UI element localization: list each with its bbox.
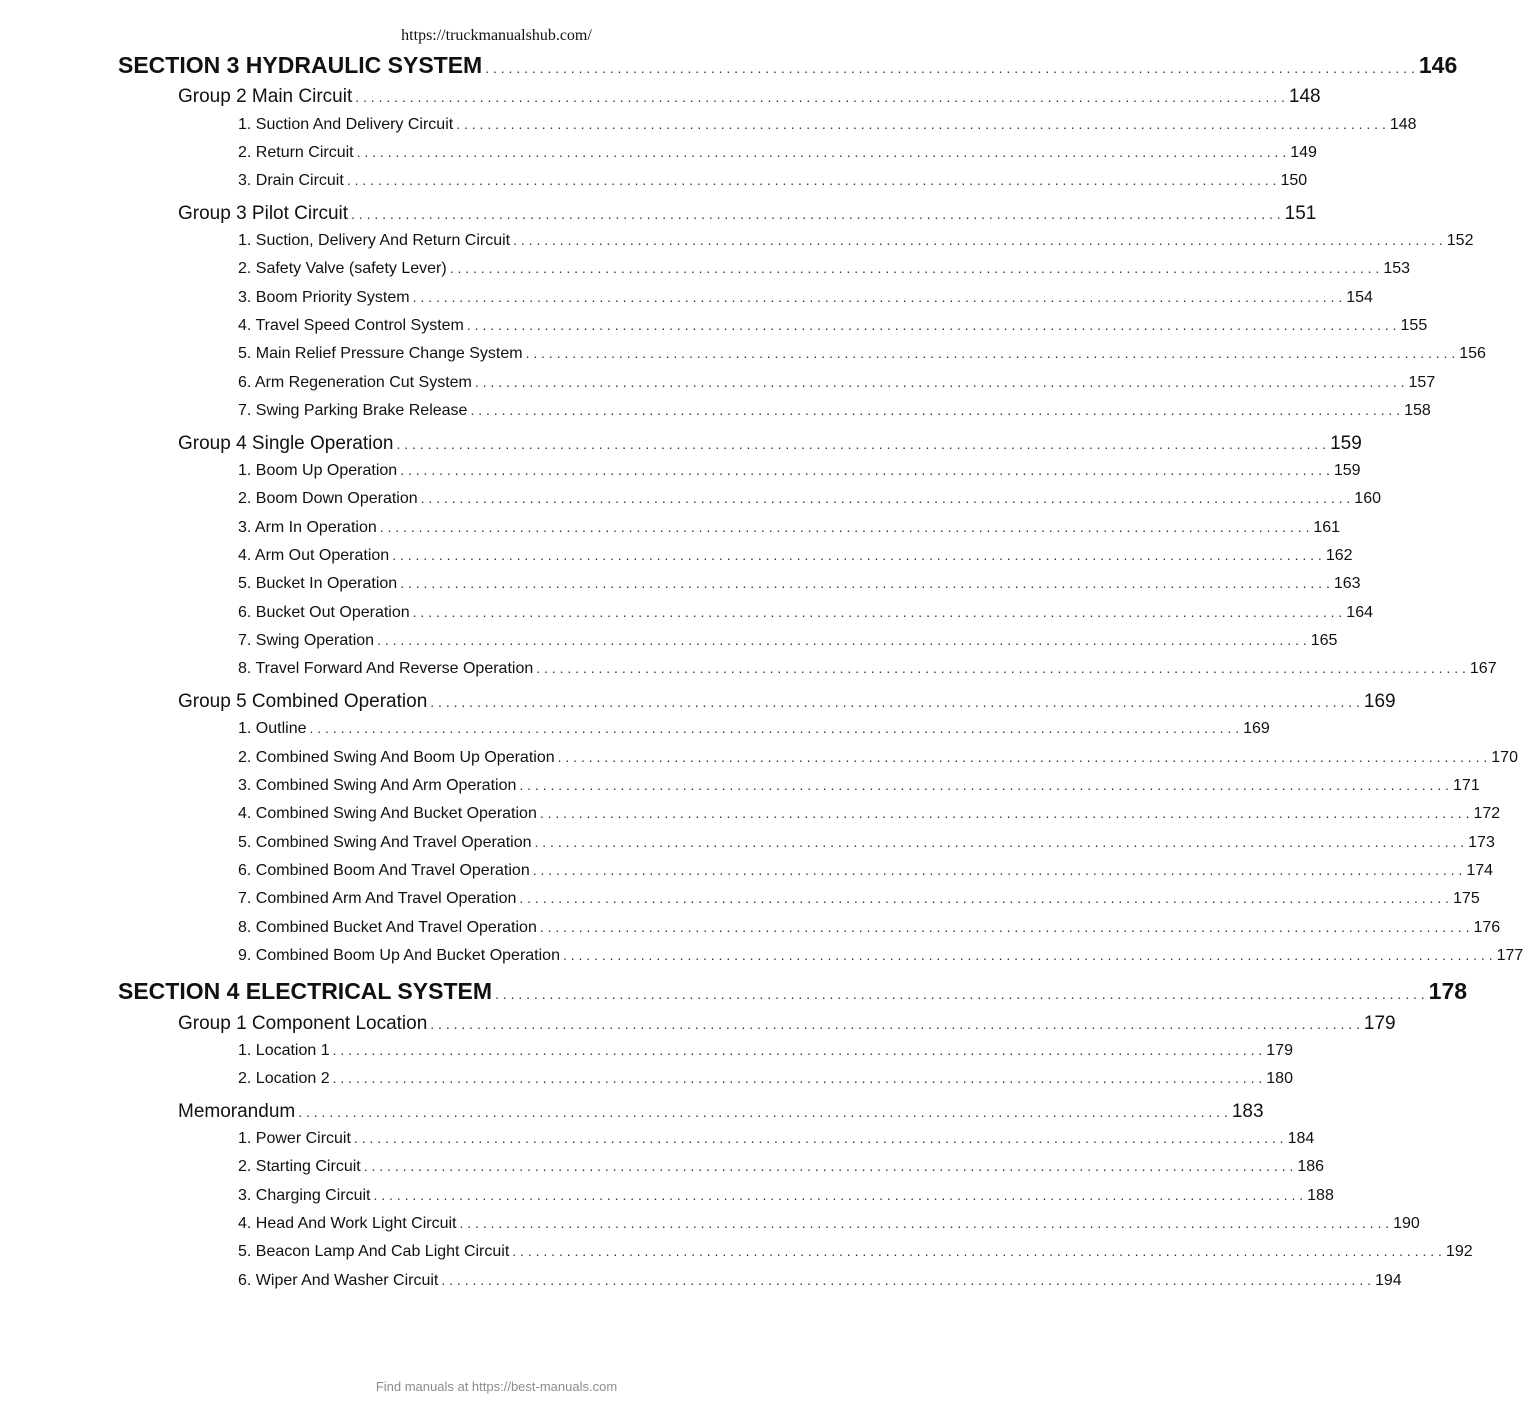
dot-leader: . . . . . . . . . . . . . . . . . . . . . . . . . . . . . . . . . . . . . . . . . . . . . . . . . . . . . . . . . . . . . . . . . . . . . . . . . . . . . . . . . . . . . . . . . . . . . . . . . . . . . . . . . . . . . . . . . . . . . . . .: [332, 1042, 1263, 1058]
toc-entry-page-number: 161: [1313, 519, 1341, 536]
toc-entry-page-number: 192: [1445, 1243, 1473, 1260]
dot-leader: . . . . . . . . . . . . . . . . . . . . . . . . . . . . . . . . . . . . . . . . . . . . . . . . . . . . . . . . . . . . . . . . . . . . . . . . . . . . . . . . . . . . . . . . . . . . . . . . . . . . . . . . . . . . . . . . . . . . . . . .: [495, 986, 1425, 1002]
dot-leader: . . . . . . . . . . . . . . . . . . . . . . . . . . . . . . . . . . . . . . . . . . . . . . . . . . . . . . . . . . . . . . . . . . . . . . . . . . . . . . . . . . . . . . . . . . . . . . . . . . . . . . . . . . . . . . . . . . . . . . . .: [346, 172, 1277, 188]
toc-entry-title: 3. Combined Swing And Arm Operation: [238, 777, 517, 794]
toc-entry-page-number: 159: [1333, 462, 1361, 479]
toc-entry-page-number: 180: [1266, 1070, 1293, 1087]
toc-item-entry[interactable]: [238, 260, 1411, 278]
toc-item-entry[interactable]: [238, 490, 1381, 508]
toc-group-entry[interactable]: [178, 203, 1317, 225]
toc-entry-title: 2. Location 2: [238, 1070, 330, 1087]
toc-item-entry[interactable]: [238, 660, 1497, 678]
toc-entry-title: 1. Outline: [238, 720, 307, 737]
toc-item-entry[interactable]: [238, 402, 1431, 420]
dot-leader: . . . . . . . . . . . . . . . . . . . . . . . . . . . . . . . . . . . . . . . . . . . . . . . . . . . . . . . . . . . . . . . . . . . . . . . . . . . . . . . . . . . . . . . . . . . . . . . . . . . . . . . . . . . . . . . . . . . . . . . .: [470, 402, 1401, 418]
toc-entry-title: 8. Travel Forward And Reverse Operation: [238, 660, 534, 677]
toc-entry-title: 2. Safety Valve (safety Lever): [238, 260, 447, 277]
dot-leader: . . . . . . . . . . . . . . . . . . . . . . . . . . . . . . . . . . . . . . . . . . . . . . . . . . . . . . . . . . . . . . . . . . . . . . . . . . . . . . . . . . . . . . . . . . . . . . . . . . . . . . . . . . . . . . . . . . . . . . . .: [356, 144, 1287, 160]
dot-leader: . . . . . . . . . . . . . . . . . . . . . . . . . . . . . . . . . . . . . . . . . . . . . . . . . . . . . . . . . . . . . . . . . . . . . . . . . . . . . . . . . . . . . . . . . . . . . . . . . . . . . . . . . . . . . . . . . . . . . . . .: [412, 289, 1343, 305]
toc-item-entry[interactable]: [238, 1070, 1293, 1088]
toc-entry-title: 3. Drain Circuit: [238, 172, 344, 189]
toc-entry-page-number: 173: [1468, 834, 1495, 851]
toc-section-entry[interactable]: [118, 978, 1468, 1005]
dot-leader: . . . . . . . . . . . . . . . . . . . . . . . . . . . . . . . . . . . . . . . . . . . . . . . . . . . . . . . . . . . . . . . . . . . . . . . . . . . . . . . . . . . . . . . . . . . . . . . . . . . . . . . . . . . . . . . . . . . . . . . .: [400, 575, 1330, 591]
toc-entry-title: 5. Beacon Lamp And Cab Light Circuit: [238, 1243, 510, 1260]
toc-item-entry[interactable]: [238, 890, 1480, 908]
toc-entry-title: 4. Travel Speed Control System: [238, 317, 464, 334]
toc-entry-page-number: 175: [1453, 890, 1480, 907]
toc-item-entry[interactable]: [238, 834, 1495, 852]
toc-entry-page-number: 177: [1496, 947, 1523, 964]
dot-leader: . . . . . . . . . . . . . . . . . . . . . . . . . . . . . . . . . . . . . . . . . . . . . . . . . . . . . . . . . . . . . . . . . . . . . . . . . . . . . . . . . . . . . . . . . . . . . . . . . . . . . . . . . . . . . . . . . . . . . . . .: [557, 749, 1488, 765]
toc-item-entry[interactable]: [238, 632, 1338, 650]
toc-entry-title: 9. Combined Boom Up And Bucket Operation: [238, 947, 560, 964]
dot-leader: . . . . . . . . . . . . . . . . . . . . . . . . . . . . . . . . . . . . . . . . . . . . . . . . . . . . . . . . . . . . . . . . . . . . . . . . . . . . . . . . . . . . . . . . . . . . . . . . . . . . . . . . . . . . . . . . . . . . . . . .: [430, 1016, 1360, 1032]
toc-entry-title: SECTION 4 ELECTRICAL SYSTEM: [118, 978, 493, 1004]
toc-entry-title: 6. Wiper And Washer Circuit: [238, 1272, 439, 1289]
toc-entry-title: Group 1 Component Location: [178, 1013, 428, 1034]
toc-item-entry[interactable]: [238, 947, 1523, 965]
toc-item-entry[interactable]: [238, 1272, 1402, 1290]
toc-item-entry[interactable]: [238, 172, 1308, 190]
dot-leader: . . . . . . . . . . . . . . . . . . . . . . . . . . . . . . . . . . . . . . . . . . . . . . . . . . . . . . . . . . . . . . . . . . . . . . . . . . . . . . . . . . . . . . . . . . . . . . . . . . . . . . . . . . . . . . . . . . . . . . . .: [377, 632, 1307, 648]
toc-entry-page-number: 170: [1491, 749, 1518, 766]
toc-item-entry[interactable]: [238, 232, 1474, 250]
toc-entry-page-number: 171: [1453, 777, 1480, 794]
header-url[interactable]: https://truckmanualshub.com/: [401, 27, 592, 44]
toc-entry-page-number: 160: [1354, 490, 1381, 507]
toc-entry-page-number: 167: [1469, 660, 1497, 677]
toc-entry-page-number: 172: [1473, 805, 1501, 822]
toc-item-entry[interactable]: [238, 749, 1518, 767]
toc-group-entry[interactable]: [178, 433, 1362, 455]
dot-leader: . . . . . . . . . . . . . . . . . . . . . . . . . . . . . . . . . . . . . . . . . . . . . . . . . . . . . . . . . . . . . . . . . . . . . . . . . . . . . . . . . . . . . . . . . . . . . . . . . . . . . . . . . . . . . . . . . . . . . . . .: [474, 374, 1405, 390]
toc-entry-title: 3. Arm In Operation: [238, 519, 377, 536]
toc-item-entry[interactable]: [238, 547, 1353, 565]
toc-entry-title: 5. Bucket In Operation: [238, 575, 398, 592]
toc-item-entry[interactable]: [238, 462, 1361, 480]
toc-entry-title: Group 2 Main Circuit: [178, 86, 353, 107]
toc-entry-page-number: 156: [1459, 345, 1486, 362]
toc-item-entry[interactable]: [238, 374, 1436, 392]
dot-leader: . . . . . . . . . . . . . . . . . . . . . . . . . . . . . . . . . . . . . . . . . . . . . . . . . . . . . . . . . . . . . . . . . . . . . . . . . . . . . . . . . . . . . . . . . . . . . . . . . . . . . . . . . . . . . . . . . . . . . . . .: [363, 1158, 1294, 1174]
toc-entry-title: 1. Power Circuit: [238, 1130, 351, 1147]
footer-link[interactable]: Find manuals at https://best-manuals.com: [375, 1379, 618, 1394]
toc-item-entry[interactable]: [238, 575, 1361, 593]
toc-entry-title: SECTION 3 HYDRAULIC SYSTEM: [118, 52, 483, 78]
dot-leader: . . . . . . . . . . . . . . . . . . . . . . . . . . . . . . . . . . . . . . . . . . . . . . . . . . . . . . . . . . . . . . . . . . . . . . . . . . . . . . . . . . . . . . . . . . . . . . . . . . . . . . . . . . . . . . . . . . . . . . . .: [355, 89, 1285, 105]
toc-item-entry[interactable]: [238, 1158, 1325, 1176]
dot-leader: . . . . . . . . . . . . . . . . . . . . . . . . . . . . . . . . . . . . . . . . . . . . . . . . . . . . . . . . . . . . . . . . . . . . . . . . . . . . . . . . . . . . . . . . . . . . . . . . . . . . . . . . . . . . . . . . . . . . . . . .: [420, 490, 1351, 506]
toc-item-entry[interactable]: [238, 1187, 1334, 1205]
toc-entry-page-number: 150: [1280, 172, 1308, 189]
toc-entry-page-number: 146: [1418, 52, 1458, 78]
toc-entry-page-number: 148: [1389, 116, 1417, 133]
toc-group-entry[interactable]: [178, 1101, 1264, 1123]
toc-entry-title: 4. Arm Out Operation: [238, 547, 390, 564]
toc-entry-page-number: 148: [1288, 86, 1321, 107]
toc-entry-title: 1. Suction, Delivery And Return Circuit: [238, 232, 511, 249]
dot-leader: . . . . . . . . . . . . . . . . . . . . . . . . . . . . . . . . . . . . . . . . . . . . . . . . . . . . . . . . . . . . . . . . . . . . . . . . . . . . . . . . . . . . . . . . . . . . . . . . . . . . . . . . . . . . . . . . . . . . . . . .: [456, 116, 1386, 132]
toc-entry-title: 2. Combined Swing And Boom Up Operation: [238, 749, 555, 766]
toc-entry-title: Group 3 Pilot Circuit: [178, 203, 349, 224]
toc-entry-title: 6. Combined Boom And Travel Operation: [238, 862, 530, 879]
dot-leader: . . . . . . . . . . . . . . . . . . . . . . . . . . . . . . . . . . . . . . . . . . . . . . . . . . . . . . . . . . . . . . . . . . . . . . . . . . . . . . . . . . . . . . . . . . . . . . . . . . . . . . . . . . . . . . . . . . . . . . . .: [519, 777, 1450, 793]
toc-entry-title: Group 5 Combined Operation: [178, 691, 428, 712]
dot-leader: . . . . . . . . . . . . . . . . . . . . . . . . . . . . . . . . . . . . . . . . . . . . . . . . . . . . . . . . . . . . . . . . . . . . . . . . . . . . . . . . . . . . . . . . . . . . . . . . . . . . . . . . . . . . . . . . . . . . . . . .: [441, 1272, 1371, 1288]
toc-entry-page-number: 151: [1284, 203, 1317, 224]
toc-entry-title: 2. Starting Circuit: [238, 1158, 361, 1175]
toc-item-entry[interactable]: [238, 289, 1373, 307]
toc-entry-title: Memorandum: [178, 1101, 296, 1122]
toc-entry-page-number: 184: [1287, 1130, 1315, 1147]
toc-entry-page-number: 190: [1393, 1215, 1420, 1232]
toc-item-entry[interactable]: [238, 317, 1428, 335]
toc-entry-title: 3. Charging Circuit: [238, 1187, 371, 1204]
toc-group-entry[interactable]: [178, 86, 1321, 108]
toc-group-entry[interactable]: [178, 691, 1396, 713]
toc-entry-page-number: 149: [1290, 144, 1317, 161]
dot-leader: . . . . . . . . . . . . . . . . . . . . . . . . . . . . . . . . . . . . . . . . . . . . . . . . . . . . . . . . . . . . . . . . . . . . . . . . . . . . . . . . . . . . . . . . . . . . . . . . . . . . . . . . . . . . . . . . . . . . . . . .: [513, 232, 1443, 248]
toc-entry-page-number: 159: [1330, 433, 1362, 454]
toc-entry-page-number: 179: [1363, 1013, 1396, 1034]
toc-entry-page-number: 169: [1363, 691, 1396, 712]
toc-entry-page-number: 152: [1446, 232, 1474, 249]
toc-item-entry[interactable]: [238, 1042, 1293, 1060]
toc-entry-title: 7. Swing Operation: [238, 632, 375, 649]
toc-entry-title: 5. Main Relief Pressure Change System: [238, 345, 523, 362]
toc-entry-page-number: 164: [1346, 604, 1373, 621]
toc-item-entry[interactable]: [238, 1215, 1420, 1233]
toc-section-entry[interactable]: [118, 52, 1458, 79]
toc-item-entry[interactable]: [238, 1130, 1315, 1148]
toc-group-entry[interactable]: [178, 1013, 1396, 1035]
dot-leader: . . . . . . . . . . . . . . . . . . . . . . . . . . . . . . . . . . . . . . . . . . . . . . . . . . . . . . . . . . . . . . . . . . . . . . . . . . . . . . . . . . . . . . . . . . . . . . . . . . . . . . . . . . . . . . . . . . . . . . . .: [539, 919, 1470, 935]
dot-leader: . . . . . . . . . . . . . . . . . . . . . . . . . . . . . . . . . . . . . . . . . . . . . . . . . . . . . . . . . . . . . . . . . . . . . . . . . . . . . . . . . . . . . . . . . . . . . . . . . . . . . . . . . . . . . . . . . . . . . . . .: [396, 436, 1327, 452]
toc-item-entry[interactable]: [238, 519, 1341, 537]
toc-entry-title: 3. Boom Priority System: [238, 289, 410, 306]
dot-leader: . . . . . . . . . . . . . . . . . . . . . . . . . . . . . . . . . . . . . . . . . . . . . . . . . . . . . . . . . . . . . . . . . . . . . . . . . . . . . . . . . . . . . . . . . . . . . . . . . . . . . . . . . . . . . . . . . . . . . . . .: [379, 519, 1310, 535]
toc-item-entry[interactable]: [238, 720, 1270, 738]
toc-entry-title: 1. Location 1: [238, 1042, 330, 1059]
toc-item-entry[interactable]: [238, 862, 1494, 880]
dot-leader: . . . . . . . . . . . . . . . . . . . . . . . . . . . . . . . . . . . . . . . . . . . . . . . . . . . . . . . . . . . . . . . . . . . . . . . . . . . . . . . . . . . . . . . . . . . . . . . . . . . . . . . . . . . . . . . . . . . . . . . .: [534, 834, 1465, 850]
dot-leader: . . . . . . . . . . . . . . . . . . . . . . . . . . . . . . . . . . . . . . . . . . . . . . . . . . . . . . . . . . . . . . . . . . . . . . . . . . . . . . . . . . . . . . . . . . . . . . . . . . . . . . . . . . . . . . . . . . . . . . . .: [309, 720, 1240, 736]
toc-item-entry[interactable]: [238, 144, 1317, 162]
dot-leader: . . . . . . . . . . . . . . . . . . . . . . . . . . . . . . . . . . . . . . . . . . . . . . . . . . . . . . . . . . . . . . . . . . . . . . . . . . . . . . . . . . . . . . . . . . . . . . . . . . . . . . . . . . . . . . . . . . . . . . . .: [392, 547, 1322, 563]
dot-leader: . . . . . . . . . . . . . . . . . . . . . . . . . . . . . . . . . . . . . . . . . . . . . . . . . . . . . . . . . . . . . . . . . . . . . . . . . . . . . . . . . . . . . . . . . . . . . . . . . . . . . . . . . . . . . . . . . . . . . . . .: [532, 862, 1463, 878]
toc-entry-title: 1. Suction And Delivery Circuit: [238, 116, 454, 133]
dot-leader: . . . . . . . . . . . . . . . . . . . . . . . . . . . . . . . . . . . . . . . . . . . . . . . . . . . . . . . . . . . . . . . . . . . . . . . . . . . . . . . . . . . . . . . . . . . . . . . . . . . . . . . . . . . . . . . . . . . . . . . .: [449, 260, 1380, 276]
toc-entry-page-number: 174: [1466, 862, 1494, 879]
toc-entry-page-number: 169: [1243, 720, 1270, 737]
toc-entry-title: Group 4 Single Operation: [178, 433, 394, 454]
toc-entry-page-number: 178: [1428, 978, 1468, 1004]
dot-leader: . . . . . . . . . . . . . . . . . . . . . . . . . . . . . . . . . . . . . . . . . . . . . . . . . . . . . . . . . . . . . . . . . . . . . . . . . . . . . . . . . . . . . . . . . . . . . . . . . . . . . . . . . . . . . . . . . . . . . . . .: [298, 1104, 1228, 1120]
toc-item-entry[interactable]: [238, 1243, 1473, 1261]
dot-leader: . . . . . . . . . . . . . . . . . . . . . . . . . . . . . . . . . . . . . . . . . . . . . . . . . . . . . . . . . . . . . . . . . . . . . . . . . . . . . . . . . . . . . . . . . . . . . . . . . . . . . . . . . . . . . . . . . . . . . . . .: [373, 1187, 1304, 1203]
toc-entry-page-number: 183: [1231, 1101, 1264, 1122]
dot-leader: . . . . . . . . . . . . . . . . . . . . . . . . . . . . . . . . . . . . . . . . . . . . . . . . . . . . . . . . . . . . . . . . . . . . . . . . . . . . . . . . . . . . . . . . . . . . . . . . . . . . . . . . . . . . . . . . . . . . . . . .: [485, 60, 1415, 76]
toc-item-entry[interactable]: [238, 116, 1417, 134]
toc-entry-title: 2. Return Circuit: [238, 144, 354, 161]
toc-entry-title: 1. Boom Up Operation: [238, 462, 398, 479]
toc-entry-title: 4. Combined Swing And Bucket Operation: [238, 805, 537, 822]
toc-item-entry[interactable]: [238, 604, 1373, 622]
toc-entry-title: 4. Head And Work Light Circuit: [238, 1215, 457, 1232]
toc-entry-page-number: 157: [1408, 374, 1436, 391]
toc-entry-page-number: 162: [1325, 547, 1353, 564]
dot-leader: . . . . . . . . . . . . . . . . . . . . . . . . . . . . . . . . . . . . . . . . . . . . . . . . . . . . . . . . . . . . . . . . . . . . . . . . . . . . . . . . . . . . . . . . . . . . . . . . . . . . . . . . . . . . . . . . . . . . . . . .: [539, 805, 1470, 821]
toc-entry-page-number: 163: [1333, 575, 1361, 592]
toc-entry-page-number: 154: [1346, 289, 1373, 306]
toc-entry-title: 7. Swing Parking Brake Release: [238, 402, 468, 419]
dot-leader: . . . . . . . . . . . . . . . . . . . . . . . . . . . . . . . . . . . . . . . . . . . . . . . . . . . . . . . . . . . . . . . . . . . . . . . . . . . . . . . . . . . . . . . . . . . . . . . . . . . . . . . . . . . . . . . . . . . . . . . .: [536, 660, 1466, 676]
toc-entry-page-number: 186: [1297, 1158, 1325, 1175]
dot-leader: . . . . . . . . . . . . . . . . . . . . . . . . . . . . . . . . . . . . . . . . . . . . . . . . . . . . . . . . . . . . . . . . . . . . . . . . . . . . . . . . . . . . . . . . . . . . . . . . . . . . . . . . . . . . . . . . . . . . . . . .: [459, 1215, 1390, 1231]
toc-entry-title: 5. Combined Swing And Travel Operation: [238, 834, 532, 851]
toc-entry-title: 6. Bucket Out Operation: [238, 604, 410, 621]
toc-entry-page-number: 158: [1404, 402, 1431, 419]
dot-leader: . . . . . . . . . . . . . . . . . . . . . . . . . . . . . . . . . . . . . . . . . . . . . . . . . . . . . . . . . . . . . . . . . . . . . . . . . . . . . . . . . . . . . . . . . . . . . . . . . . . . . . . . . . . . . . . . . . . . . . . .: [332, 1070, 1263, 1086]
toc-entry-title: 7. Combined Arm And Travel Operation: [238, 890, 517, 907]
dot-leader: . . . . . . . . . . . . . . . . . . . . . . . . . . . . . . . . . . . . . . . . . . . . . . . . . . . . . . . . . . . . . . . . . . . . . . . . . . . . . . . . . . . . . . . . . . . . . . . . . . . . . . . . . . . . . . . . . . . . . . . .: [400, 462, 1330, 478]
toc-entry-title: 2. Boom Down Operation: [238, 490, 418, 507]
toc-entry-page-number: 188: [1307, 1187, 1334, 1204]
toc-entry-title: 8. Combined Bucket And Travel Operation: [238, 919, 537, 936]
toc-entry-page-number: 179: [1266, 1042, 1293, 1059]
dot-leader: . . . . . . . . . . . . . . . . . . . . . . . . . . . . . . . . . . . . . . . . . . . . . . . . . . . . . . . . . . . . . . . . . . . . . . . . . . . . . . . . . . . . . . . . . . . . . . . . . . . . . . . . . . . . . . . . . . . . . . . .: [353, 1130, 1284, 1146]
dot-leader: . . . . . . . . . . . . . . . . . . . . . . . . . . . . . . . . . . . . . . . . . . . . . . . . . . . . . . . . . . . . . . . . . . . . . . . . . . . . . . . . . . . . . . . . . . . . . . . . . . . . . . . . . . . . . . . . . . . . . . . .: [525, 345, 1456, 361]
toc-entry-page-number: 165: [1310, 632, 1338, 649]
dot-leader: . . . . . . . . . . . . . . . . . . . . . . . . . . . . . . . . . . . . . . . . . . . . . . . . . . . . . . . . . . . . . . . . . . . . . . . . . . . . . . . . . . . . . . . . . . . . . . . . . . . . . . . . . . . . . . . . . . . . . . . .: [430, 694, 1360, 710]
toc-item-entry[interactable]: [238, 345, 1486, 363]
toc-entry-page-number: 155: [1400, 317, 1428, 334]
toc-item-entry[interactable]: [238, 777, 1480, 795]
toc-entry-title: 6. Arm Regeneration Cut System: [238, 374, 472, 391]
dot-leader: . . . . . . . . . . . . . . . . . . . . . . . . . . . . . . . . . . . . . . . . . . . . . . . . . . . . . . . . . . . . . . . . . . . . . . . . . . . . . . . . . . . . . . . . . . . . . . . . . . . . . . . . . . . . . . . . . . . . . . . .: [351, 206, 1281, 222]
dot-leader: . . . . . . . . . . . . . . . . . . . . . . . . . . . . . . . . . . . . . . . . . . . . . . . . . . . . . . . . . . . . . . . . . . . . . . . . . . . . . . . . . . . . . . . . . . . . . . . . . . . . . . . . . . . . . . . . . . . . . . . .: [466, 317, 1397, 333]
toc-entry-page-number: 153: [1383, 260, 1411, 277]
dot-leader: . . . . . . . . . . . . . . . . . . . . . . . . . . . . . . . . . . . . . . . . . . . . . . . . . . . . . . . . . . . . . . . . . . . . . . . . . . . . . . . . . . . . . . . . . . . . . . . . . . . . . . . . . . . . . . . . . . . . . . . .: [512, 1243, 1442, 1259]
dot-leader: . . . . . . . . . . . . . . . . . . . . . . . . . . . . . . . . . . . . . . . . . . . . . . . . . . . . . . . . . . . . . . . . . . . . . . . . . . . . . . . . . . . . . . . . . . . . . . . . . . . . . . . . . . . . . . . . . . . . . . . .: [412, 604, 1343, 620]
toc-item-entry[interactable]: [238, 919, 1501, 937]
dot-leader: . . . . . . . . . . . . . . . . . . . . . . . . . . . . . . . . . . . . . . . . . . . . . . . . . . . . . . . . . . . . . . . . . . . . . . . . . . . . . . . . . . . . . . . . . . . . . . . . . . . . . . . . . . . . . . . . . . . . . . . .: [519, 890, 1450, 906]
toc-item-entry[interactable]: [238, 805, 1501, 823]
toc-entry-page-number: 194: [1375, 1272, 1402, 1289]
dot-leader: . . . . . . . . . . . . . . . . . . . . . . . . . . . . . . . . . . . . . . . . . . . . . . . . . . . . . . . . . . . . . . . . . . . . . . . . . . . . . . . . . . . . . . . . . . . . . . . . . . . . . . . . . . . . . . . . . . . . . . . .: [562, 947, 1493, 963]
toc-entry-page-number: 176: [1473, 919, 1501, 936]
